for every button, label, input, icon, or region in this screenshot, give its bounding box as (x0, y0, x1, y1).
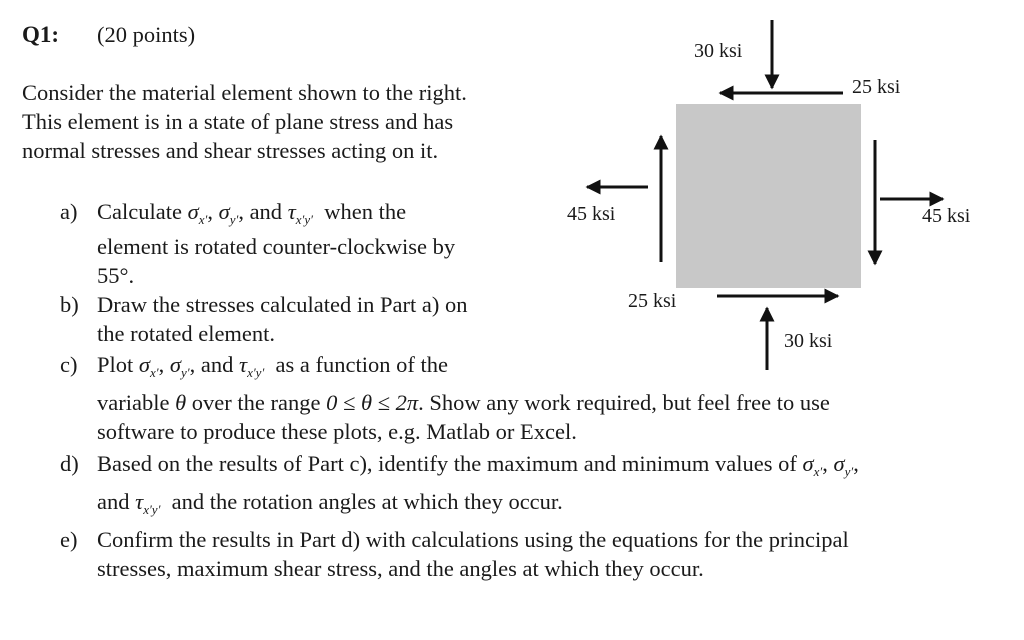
part-d-line1-text: Based on the results of Part c), identify the maximum and minimum values of (97, 451, 797, 476)
left-normal-label: 45 ksi (567, 203, 616, 225)
part-c-letter: c) (60, 352, 78, 377)
part-d-and: and (97, 489, 130, 514)
right-normal-label: 45 ksi (922, 205, 971, 227)
theta-symbol: θ (175, 390, 187, 415)
part-c-line-3: software to produce these plots, e.g. Matlab or Excel. (97, 419, 577, 444)
sigma-y-sub: y′ (844, 464, 854, 479)
tau-sub: x′y′ (247, 365, 265, 380)
top-normal-label: 30 ksi (694, 40, 743, 62)
part-a-letter: a) (60, 199, 78, 224)
bottom-normal-label: 30 ksi (784, 330, 833, 352)
part-a-and: and (249, 199, 283, 224)
sigma-x-sub: x′ (150, 365, 159, 380)
left-shear-label: 25 ksi (628, 290, 677, 312)
sigma-x-symbol: σ (187, 199, 199, 224)
part-d-letter: d) (60, 451, 79, 476)
part-c-line2-mid: over the range (191, 390, 321, 415)
tau-symbol: τ (239, 352, 248, 377)
question-number: Q1: (22, 22, 60, 47)
sigma-y-sub: y′ (181, 365, 190, 380)
part-a-line-2: element is rotated counter-clockwise by (97, 234, 456, 259)
part-c-pre: Plot (97, 352, 134, 377)
sigma-x-sub: x′ (813, 464, 823, 479)
tau-symbol: τ (135, 489, 144, 514)
part-b-line-2: the rotated element. (97, 321, 276, 346)
part-e-line-2: stresses, maximum shear stress, and the angles at which they occur. (97, 556, 704, 581)
sigma-y-symbol: σ (218, 199, 230, 224)
part-e-letter: e) (60, 527, 78, 552)
sigma-x-sub: x′ (198, 212, 208, 227)
part-a-line-1: Calculate $\sigma_{x'}$, $\sigma_{y'}$, and $\tau_{x'y'}$ when the (97, 199, 407, 227)
top-shear-label: 25 ksi (852, 76, 901, 98)
tau-symbol: τ (287, 199, 296, 224)
part-e-line-1: Confirm the results in Part d) with calculations using the equations for the principal (97, 527, 849, 552)
sigma-x-symbol: σ (138, 352, 151, 377)
part-d-line2-end: and the rotation angles at which they occur. (171, 489, 563, 514)
part-a-line-3: 55°. (97, 263, 135, 288)
theta-range: 0 ≤ θ ≤ 2π (326, 390, 419, 415)
part-b-line-1: Draw the stresses calculated in Part a) on (97, 292, 468, 317)
part-a-pre: Calculate (97, 199, 182, 224)
part-c-line2-pre: variable (97, 390, 170, 415)
part-c-line1-end: as a function of the (275, 352, 448, 377)
sigma-y-symbol: σ (833, 451, 845, 476)
question-points: (20 points) (97, 22, 196, 47)
sigma-x-symbol: σ (802, 451, 814, 476)
sigma-y-sub: y′ (229, 212, 239, 227)
tau-sub: x′y′ (295, 212, 313, 227)
part-c-line-1: Plot $\sigma_{x'}$, $\sigma_{y'}$, and $\tau_{x'y'}$ as a function of the (97, 352, 448, 380)
part-a-line1-end: when the (324, 199, 407, 224)
part-d-line-1: Based on the results of Part c), identify the maximum and minimum values of $\sigma_{x'}$, $\sigma_{y'}$, (97, 451, 859, 479)
tau-sub: x′y′ (143, 502, 161, 517)
part-c-and: and (200, 352, 234, 377)
stress-element (676, 104, 861, 288)
part-c-line2-end: . Show any work required, but feel free to use (418, 390, 830, 415)
intro-line-3: normal stresses and shear stresses acting on it. (22, 138, 439, 163)
part-b-letter: b) (60, 292, 79, 317)
sigma-y-symbol: σ (169, 352, 181, 377)
intro-line-1: Consider the material element shown to the right. (22, 80, 467, 105)
intro-line-2: This element is in a state of plane stress and has (22, 109, 454, 134)
